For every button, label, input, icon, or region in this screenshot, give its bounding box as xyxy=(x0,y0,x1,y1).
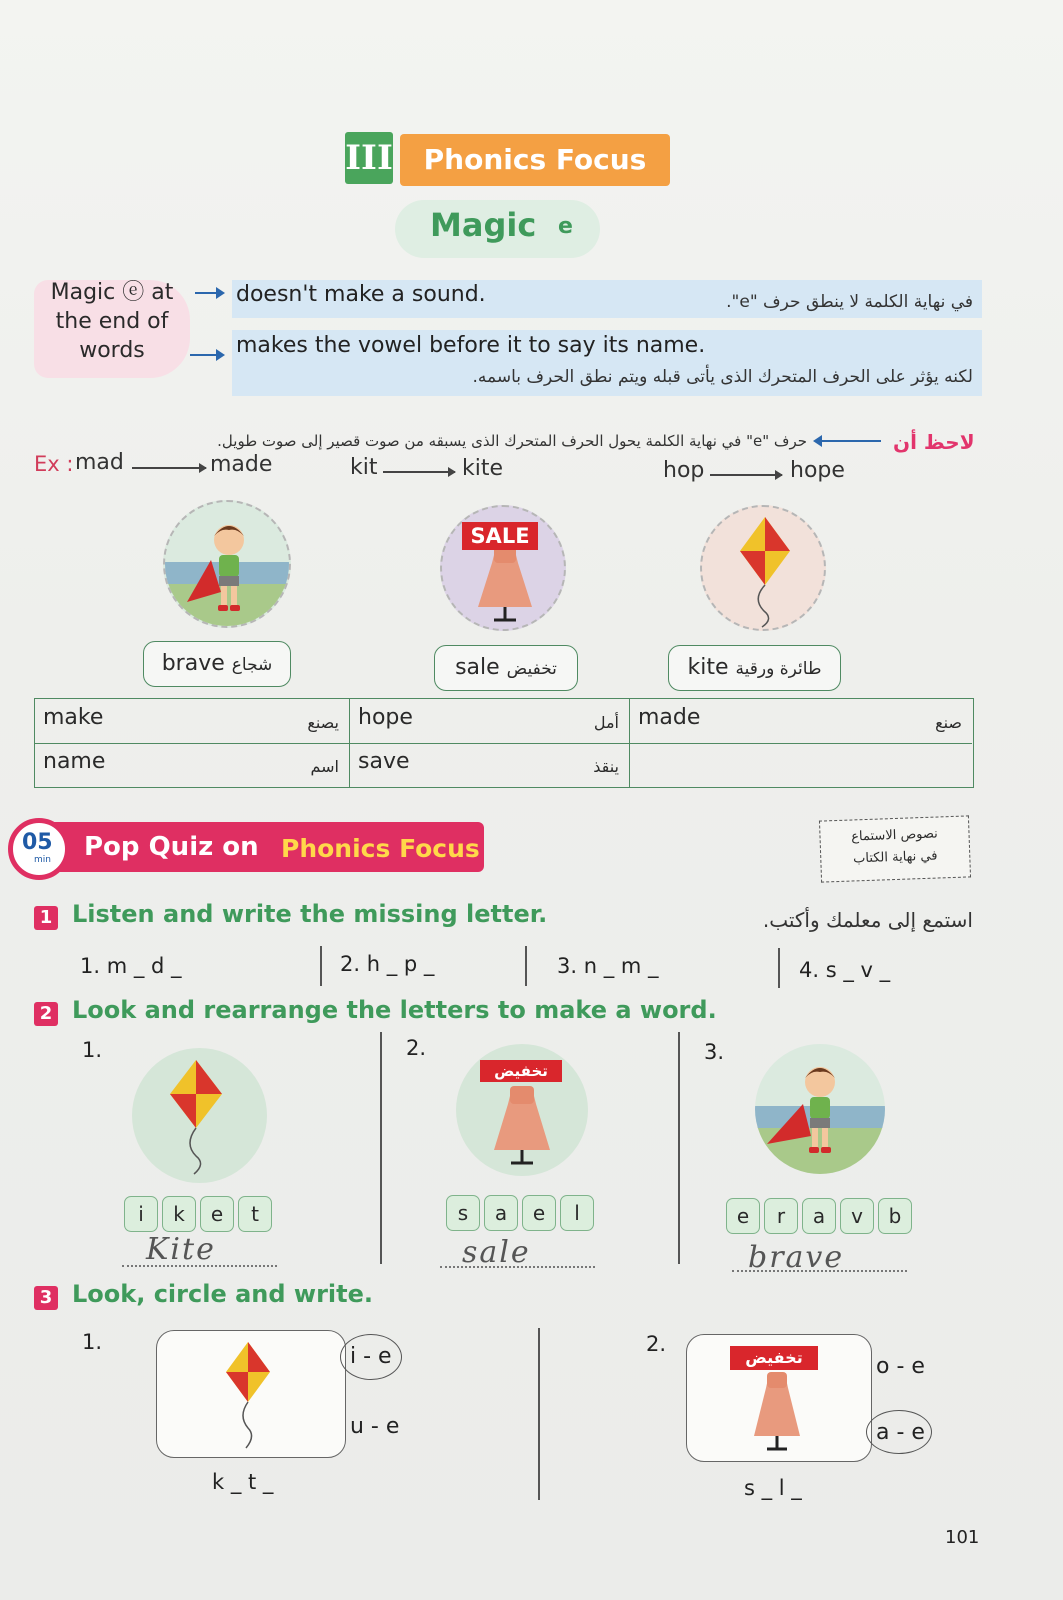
timer-number: 05 xyxy=(22,830,53,855)
letter-tile: b xyxy=(878,1198,912,1234)
example-to: kite xyxy=(462,456,504,481)
letter-tile: t xyxy=(238,1196,272,1232)
kite-icon xyxy=(210,1338,290,1453)
quiz-title-focus: Phonics Focus xyxy=(281,834,480,863)
dress-icon xyxy=(742,1366,812,1458)
rule-label-line1: Magic ⓔ at xyxy=(50,280,174,305)
exercise-instruction: Listen and write the missing letter. xyxy=(72,900,548,928)
arrow-left-icon xyxy=(815,440,881,442)
exercise-instruction: Look, circle and write. xyxy=(72,1280,373,1308)
word-card-sale xyxy=(434,645,578,691)
divider xyxy=(678,1032,680,1264)
exercise-number: 1 xyxy=(34,906,58,930)
exercise-number: 3 xyxy=(34,1286,58,1310)
table-word: save xyxy=(358,749,410,774)
example-to: made xyxy=(210,452,273,477)
table-word: make xyxy=(43,705,104,730)
exercise2-item-number: 3. xyxy=(704,1040,725,1064)
handwritten-answer: brave xyxy=(748,1240,845,1275)
arrow-icon xyxy=(710,474,782,476)
write-blank: k _ t _ xyxy=(212,1470,274,1494)
exercise-instruction-ar: استمع إلى معلمك وأكتب. xyxy=(762,908,973,932)
table-cell xyxy=(350,699,630,744)
section-number: III xyxy=(345,132,393,184)
example-label: Ex : xyxy=(34,452,74,476)
letter-tile: k xyxy=(162,1196,196,1232)
exercise2-item-number: 2. xyxy=(406,1036,427,1060)
kite-icon xyxy=(700,505,826,631)
note-card-line1: نصوص الاستماع xyxy=(851,826,939,845)
boy-with-cape-icon xyxy=(163,500,291,628)
table-word: name xyxy=(43,749,106,774)
choice-option: i - e xyxy=(350,1344,392,1369)
rule-point-2-ar: لكنه يؤثر على الحرف المتحرك الذى يأتى قبله ويتم نطق الحرف باسمه. xyxy=(472,367,973,387)
timer-unit: min xyxy=(34,855,51,865)
choice-option: u - e xyxy=(350,1414,400,1439)
word-card-en: kite xyxy=(687,655,729,680)
word-card-en: brave xyxy=(161,651,225,676)
divider xyxy=(778,948,780,988)
table-word: hope xyxy=(358,705,413,730)
example-to: hope xyxy=(790,458,845,483)
section-title: Phonics Focus xyxy=(400,134,670,186)
exercise1-item: 1. m _ d _ xyxy=(80,954,182,978)
example-from: mad xyxy=(75,450,124,475)
kite-icon xyxy=(132,1048,267,1183)
table-word: made xyxy=(638,705,701,730)
divider xyxy=(538,1328,540,1500)
example-from: kit xyxy=(350,455,378,480)
word-card-ar: تخفيض xyxy=(506,659,557,679)
letter-tile: e xyxy=(726,1198,760,1234)
table-word-ar: اسم xyxy=(310,757,339,776)
table-word-ar: يصنع xyxy=(307,713,339,732)
rule-label xyxy=(34,280,190,378)
rule-point-1-ar: في نهاية الكلمة لا ينطق حرف "e". xyxy=(726,292,973,312)
note-label: لاحظ أن xyxy=(893,430,975,454)
write-blank: s _ l _ xyxy=(744,1476,802,1500)
exercise3-item-number: 2. xyxy=(646,1332,667,1356)
arrow-icon xyxy=(383,471,455,473)
exercise-instruction: Look and rearrange the letters to make a word. xyxy=(72,996,717,1024)
arrow-icon xyxy=(190,354,223,356)
example-from: hop xyxy=(663,458,705,483)
handwritten-answer: sale xyxy=(462,1235,531,1270)
handwritten-answer: Kite xyxy=(146,1232,216,1267)
letter-tile: e xyxy=(200,1196,234,1232)
arrow-icon xyxy=(132,467,206,469)
rule-label-line3: words xyxy=(79,338,145,363)
quiz-title: Pop Quiz on xyxy=(84,832,259,862)
letter-tile: l xyxy=(560,1195,594,1231)
sale-badge: SALE xyxy=(462,522,538,550)
letter-tile: s xyxy=(446,1195,480,1231)
letter-tile: a xyxy=(484,1195,518,1231)
rule-point-2: makes the vowel before it to say its name. xyxy=(236,333,706,358)
subtitle-letter: e xyxy=(558,214,573,239)
divider xyxy=(320,946,322,986)
sale-badge-ar: تخفيض xyxy=(480,1060,562,1082)
letter-tile: i xyxy=(124,1196,158,1232)
letter-tile: r xyxy=(764,1198,798,1234)
word-card-ar: شجاع xyxy=(231,655,273,675)
table-word-ar: صنع xyxy=(935,713,962,732)
sale-badge-ar: تخفيض xyxy=(730,1346,818,1370)
exercise1-item: 4. s _ v _ xyxy=(799,958,891,982)
table-word-ar: أمل xyxy=(593,713,619,732)
table-cell xyxy=(350,743,630,788)
letter-tile: v xyxy=(840,1198,874,1234)
table-cell xyxy=(35,699,350,744)
word-card-ar: طائرة ورقية xyxy=(735,659,822,679)
letter-tile: e xyxy=(522,1195,556,1231)
listening-note-card xyxy=(819,815,971,882)
table-cell xyxy=(630,743,972,788)
table-cell xyxy=(35,743,350,788)
page-number: 101 xyxy=(945,1527,980,1548)
exercise2-item-number: 1. xyxy=(82,1038,103,1062)
rule-point-1: doesn't make a sound. xyxy=(236,282,486,307)
subtitle-word: Magic xyxy=(430,206,537,244)
choice-option: a - e xyxy=(876,1420,925,1445)
word-card-brave xyxy=(143,641,291,687)
word-table xyxy=(34,698,974,788)
exercise-number: 2 xyxy=(34,1002,58,1026)
word-card-kite xyxy=(668,645,841,691)
table-word-ar: ينقذ xyxy=(593,757,619,776)
exercise1-item: 3. n _ m _ xyxy=(557,954,659,978)
arrow-icon xyxy=(195,292,223,294)
exercise1-item: 2. h _ p _ xyxy=(340,952,435,976)
choice-option: o - e xyxy=(876,1354,925,1379)
word-card-en: sale xyxy=(455,655,500,680)
table-cell xyxy=(630,699,972,744)
rule-label-line2: the end of xyxy=(55,309,169,334)
note-text: حرف "e" في نهاية الكلمة يحول الحرف المتحرك الذى يسبقه من صوت قصير إلى صوت طويل. xyxy=(217,432,807,450)
note-card-line2: في نهاية الكتاب xyxy=(852,848,938,867)
boy-with-cape-icon xyxy=(755,1044,885,1174)
divider xyxy=(380,1032,382,1264)
exercise3-item-number: 1. xyxy=(82,1330,103,1354)
divider xyxy=(525,946,527,986)
letter-tile: a xyxy=(802,1198,836,1234)
